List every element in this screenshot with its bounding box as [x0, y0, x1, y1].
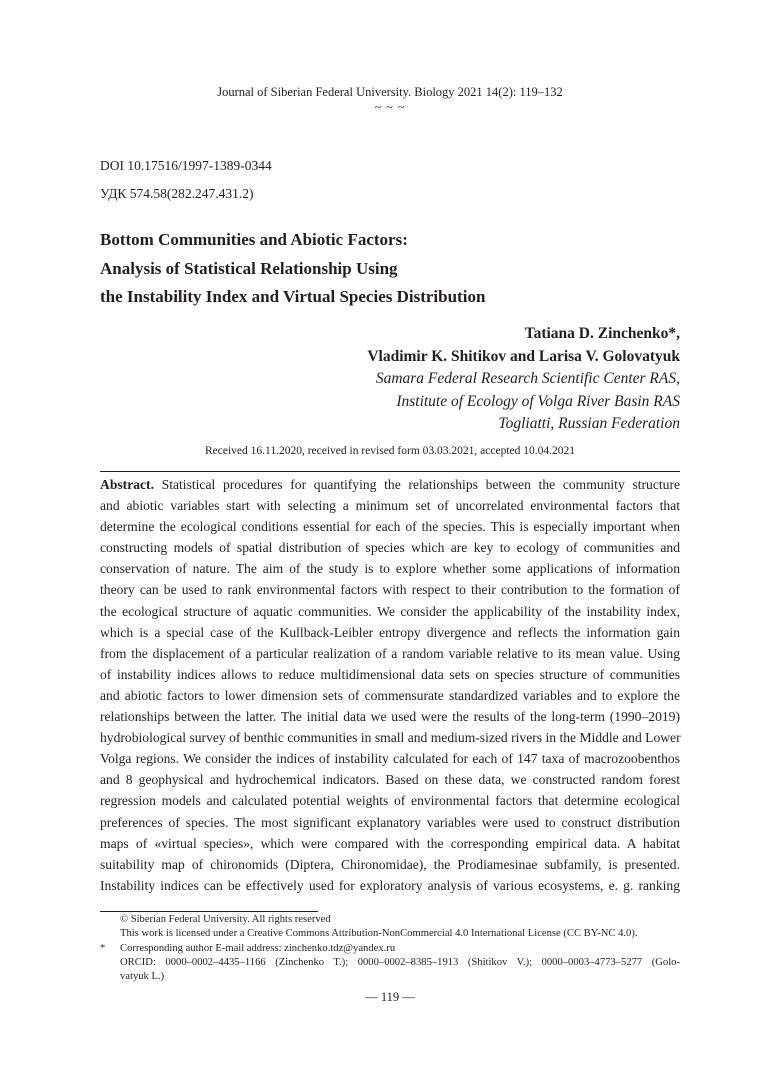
- abstract-line: which is a special case of the Kullback-Leibler entropy divergence and reflects the information gain: [100, 624, 680, 640]
- abstract-line: from the displacement of a particular realization of a random variable relative to its mean value. Using: [100, 645, 680, 661]
- abstract-line: Volga regions. We consider the indices of instability calculated for each of 147 taxa of macrozoobenthos: [100, 751, 680, 767]
- doi: DOI 10.17516/1997-1389-0344: [100, 158, 272, 173]
- asterisk-mark: *: [100, 942, 106, 954]
- abstract: [100, 474, 680, 896]
- abstract-line: preferences of species. The most significant explanatory variables were used to construct distribution: [100, 814, 680, 830]
- abstract-line: the ecological structure of aquatic communities. We consider the applicability of the instability index,: [100, 603, 680, 619]
- orcid-note: ORCID: 0000–0002–4435–1166 (Zinchenko T.); 0000–0002–8385–1913 (Shitikov V.); 0000–0003–4773–5277 (Golo-: [120, 956, 680, 968]
- divider: [100, 471, 680, 472]
- title-line: Analysis of Statistical Relationship Using: [100, 258, 398, 278]
- affiliation-line: Institute of Ecology of Volga River Basin RAS: [396, 392, 680, 410]
- journal-header: Journal of Siberian Federal University. Biology 2021 14(2): 119–132: [217, 85, 563, 99]
- abstract-line: relationships between the latter. The initial data we used were the results of the long-term (1990–2019): [100, 709, 680, 725]
- abstract-line: and 8 geophysical and hydrochemical indicators. Based on these data, we constructed random forest: [100, 772, 680, 788]
- orcid-note-continued: vatyuk L.): [120, 971, 165, 983]
- abstract-line: and abiotic variables start with selecting a minimum set of uncorrelated environmental factors that: [100, 498, 680, 514]
- title-line: Bottom Communities and Abiotic Factors:: [100, 230, 408, 249]
- corresponding-author-text: Corresponding author E-mail address: zinchenko.tdz@yandex.ru: [120, 942, 396, 954]
- article-title: [100, 226, 680, 312]
- received-dates: Received 16.11.2020, received in revised form 03.03.2021, accepted 10.04.2021: [204, 445, 576, 457]
- abstract-line: conservation of nature. The aim of the study is to explore whether some applications of information: [100, 561, 680, 577]
- abstract-line: [100, 474, 680, 495]
- udk-code: УДК 574.58(282.247.431.2): [100, 186, 254, 201]
- license-note: This work is licensed under a Creative Commons Attribution-NonCommercial 4.0 International License (CC BY-NC 4.0).: [120, 928, 638, 940]
- abstract-line: suitability map of chironomids (Diptera, Chironomidae), the Prodiamesinae subfamily, is presented.: [100, 856, 680, 872]
- affiliation-line: Samara Federal Research Scientific Center RAS,: [375, 370, 680, 387]
- affiliation-line: Togliatti, Russian Federation: [498, 415, 680, 432]
- abstract-line: determine the ecological conditions essential for each of the species. This is especially important when: [100, 519, 680, 535]
- corresponding-author-note: [100, 942, 680, 956]
- footnote-divider: [100, 911, 318, 912]
- title-line: the Instability Index and Virtual Species Distribution: [100, 287, 486, 306]
- abstract-first-line-text: Statistical procedures for quantifying the relationships between the community structure: [153, 477, 680, 492]
- author-line: Vladimir K. Shitikov and Larisa V. Golovatyuk: [367, 347, 680, 365]
- page-number: — 119 —: [365, 990, 415, 1004]
- article-page: [100, 0, 680, 1080]
- abstract-line: regression models and calculated potential weights of environmental factors that determine ecological: [100, 793, 680, 809]
- abstract-line: maps of «virtual species», which were compared with the corresponding empirical data. A habitat: [100, 835, 680, 851]
- abstract-line: of instability indices allows to reduce multidimensional data sets on species structure of communities: [100, 666, 680, 682]
- abstract-line: constructing models of spatial distribution of species which are key to ecology of communities and: [100, 540, 680, 556]
- abstract-label: Abstract.: [100, 477, 154, 492]
- header-ornament: ~ ~ ~: [374, 100, 406, 114]
- abstract-line: Instability indices can be effectively used for exploratory analysis of various ecosystems, e. g. ranking: [100, 877, 680, 893]
- authors-block: [100, 323, 680, 436]
- footnotes: [100, 913, 680, 984]
- abstract-line: hydrobiological survey of benthic communities in small and medium-sized rivers in the Middle and Lower: [100, 730, 681, 746]
- abstract-line: theory can be used to rank environmental factors with respect to their contribution to the formation of: [100, 582, 680, 598]
- abstract-line: and abiotic factors to lower dimension sets of commensurate standardized variables and to explore the: [100, 687, 680, 703]
- author-line: Tatiana D. Zinchenko*,: [524, 325, 680, 342]
- copyright-note: © Siberian Federal University. All rights reserved: [120, 914, 331, 925]
